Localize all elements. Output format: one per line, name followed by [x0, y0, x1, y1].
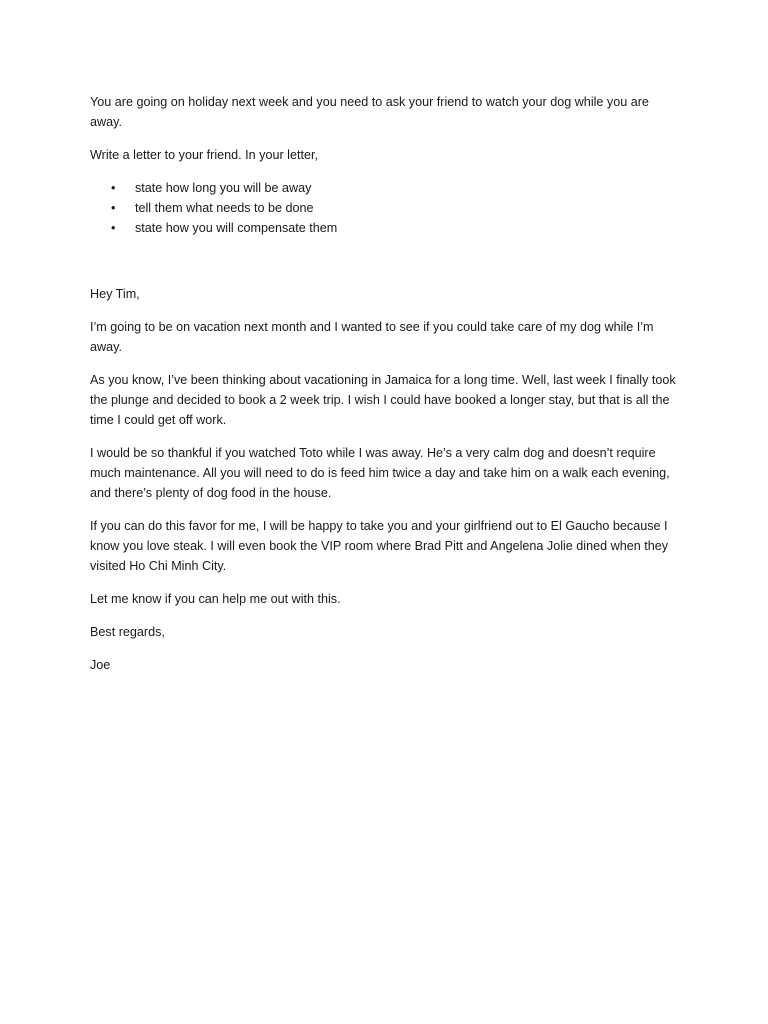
task-list [90, 178, 682, 238]
task-text: tell them what needs to be done [135, 201, 314, 215]
prompt-intro: You are going on holiday next week and you need to ask your friend to watch your dog while you are away. [90, 95, 649, 129]
bullet-icon: • [111, 181, 116, 195]
task-text: state how long you will be away [135, 181, 312, 195]
bullet-icon: • [111, 221, 116, 235]
letter-greeting: Hey Tim, [90, 287, 140, 301]
bullet-icon: • [111, 201, 116, 215]
letter-paragraph: I’m going to be on vacation next month and I wanted to see if you could take care of my dog while I’m away. [90, 320, 654, 354]
letter-paragraph: If you can do this favor for me, I will be happy to take you and your girlfriend out to El Gaucho because I know you love steak. I will even book the VIP room where Brad Pitt and Angelena Jolie dined when they visited Ho Chi Minh City. [90, 519, 669, 573]
task-text: state how you will compensate them [135, 221, 338, 235]
prompt-instruction: Write a letter to your friend. In your letter, [90, 148, 318, 162]
list-item [90, 218, 682, 238]
document-body [90, 92, 682, 688]
section-spacer [90, 238, 682, 284]
letter-paragraph: Let me know if you can help me out with this. [90, 592, 341, 606]
list-item [90, 198, 682, 218]
letter-closing: Best regards, [90, 625, 165, 639]
list-item [90, 178, 682, 198]
letter-paragraph: I would be so thankful if you watched Toto while I was away. He’s a very calm dog and doesn’t require much maintenance. All you will need to do is feed him twice a day and take him on a walk each evening, and there’s plenty of dog food in the house. [90, 446, 670, 500]
letter-paragraph: As you know, I’ve been thinking about vacationing in Jamaica for a long time. Well, last week I finally took the plunge and decided to book a 2 week trip. I wish I could have booked a longer stay, but that is all the time I could get off work. [90, 373, 676, 427]
letter-signature: Joe [90, 658, 111, 672]
